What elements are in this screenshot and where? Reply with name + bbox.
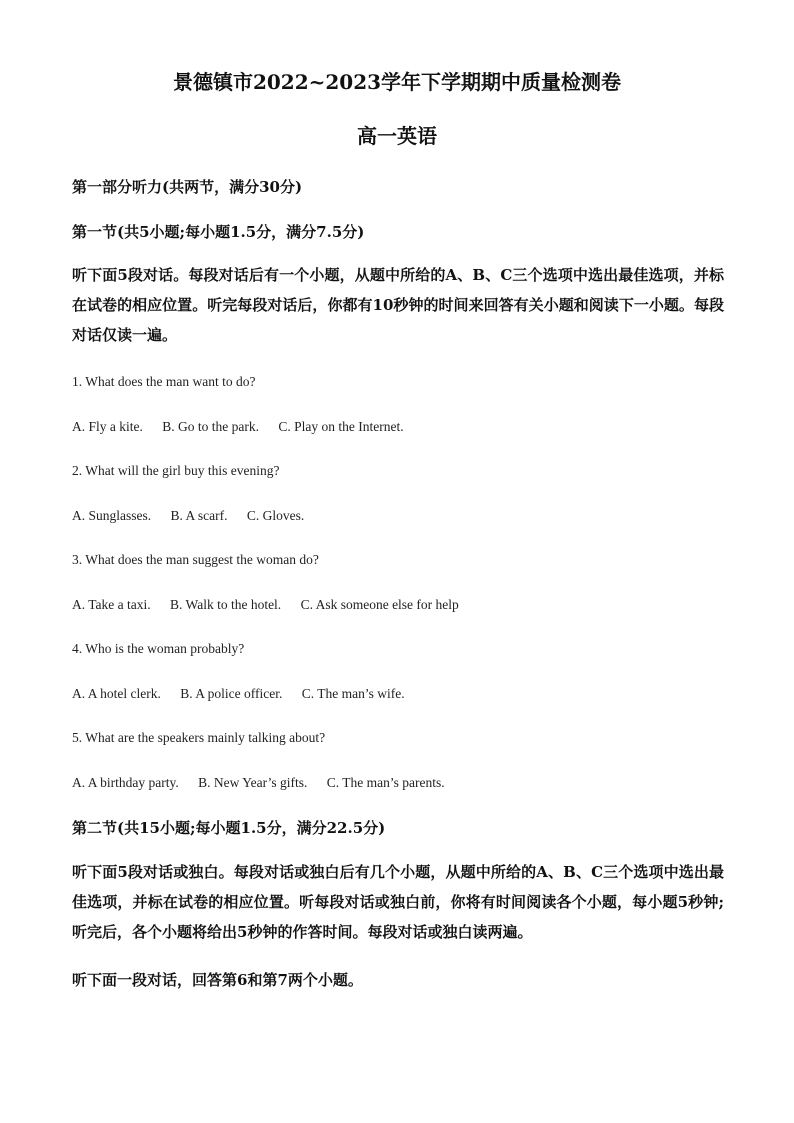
question-2-option-b[interactable]: B. A scarf.	[170, 508, 228, 523]
question-4-option-c[interactable]: C. The man’s wife.	[301, 686, 405, 701]
section2-instruction: 听下面5段对话或独白。每段对话或独白后有几个小题，从题中所给的A、B、C三个选项中选出最佳选项，并标在试卷的相应位置。听每段对话或独白前，你将有时间阅读各个小题，每小题5秒钟;听完后，各个小题将给出5秒钟的作答时间。每段对话或独白读两遍。	[72, 863, 724, 941]
page-title: 景德镇市2022~2023学年下学期期中质量检测卷	[172, 70, 622, 94]
section1-instruction: 听下面5段对话。每段对话后有一个小题，从题中所给的A、B、C三个选项中选出最佳选项，并标在试卷的相应位置。听完每段对话后，你都有10秒钟的时间来回答有关小题和阅读下一小题。每段对话仅读一遍。	[72, 266, 724, 344]
question-3-option-c[interactable]: C. Ask someone else for help	[300, 597, 459, 612]
question-2-options	[72, 506, 304, 526]
question-5-option-b[interactable]: B. New Year’s gifts.	[198, 775, 308, 790]
part1-heading: 第一部分听力(共两节，满分30分)	[72, 178, 303, 196]
question-1-option-c[interactable]: C. Play on the Internet.	[278, 419, 404, 434]
question-3-option-a[interactable]: A. Take a taxi.	[72, 597, 151, 612]
question-1-option-b[interactable]: B. Go to the park.	[162, 419, 259, 434]
question-5-options	[72, 773, 445, 793]
question-1-options	[72, 417, 404, 437]
question-1-stem: 1. What does the man want to do?	[72, 374, 256, 389]
section2-intro: 听下面一段对话，回答第6和第7两个小题。	[72, 971, 363, 989]
question-2-option-c[interactable]: C. Gloves.	[246, 508, 305, 523]
section1-heading: 第一节(共5小题;每小题1.5分，满分7.5分)	[72, 223, 365, 241]
question-5-option-c[interactable]: C. The man’s parents.	[326, 775, 445, 790]
question-3-options	[72, 595, 459, 615]
page-subtitle: 高一英语	[357, 124, 437, 148]
question-4-option-b[interactable]: B. A police officer.	[180, 686, 283, 701]
question-5-option-a[interactable]: A. A birthday party.	[72, 775, 179, 790]
question-4-stem: 4. Who is the woman probably?	[72, 641, 245, 656]
question-1-option-a[interactable]: A. Fly a kite.	[72, 419, 143, 434]
section2-heading: 第二节(共15小题;每小题1.5分，满分22.5分)	[72, 819, 386, 837]
question-3-stem: 3. What does the man suggest the woman do?	[72, 552, 319, 567]
question-2-option-a[interactable]: A. Sunglasses.	[72, 508, 152, 523]
question-5-stem: 5. What are the speakers mainly talking about?	[72, 730, 326, 745]
question-4-options	[72, 684, 405, 704]
question-4-option-a[interactable]: A. A hotel clerk.	[72, 686, 161, 701]
question-2-stem: 2. What will the girl buy this evening?	[72, 463, 280, 478]
question-3-option-b[interactable]: B. Walk to the hotel.	[170, 597, 282, 612]
